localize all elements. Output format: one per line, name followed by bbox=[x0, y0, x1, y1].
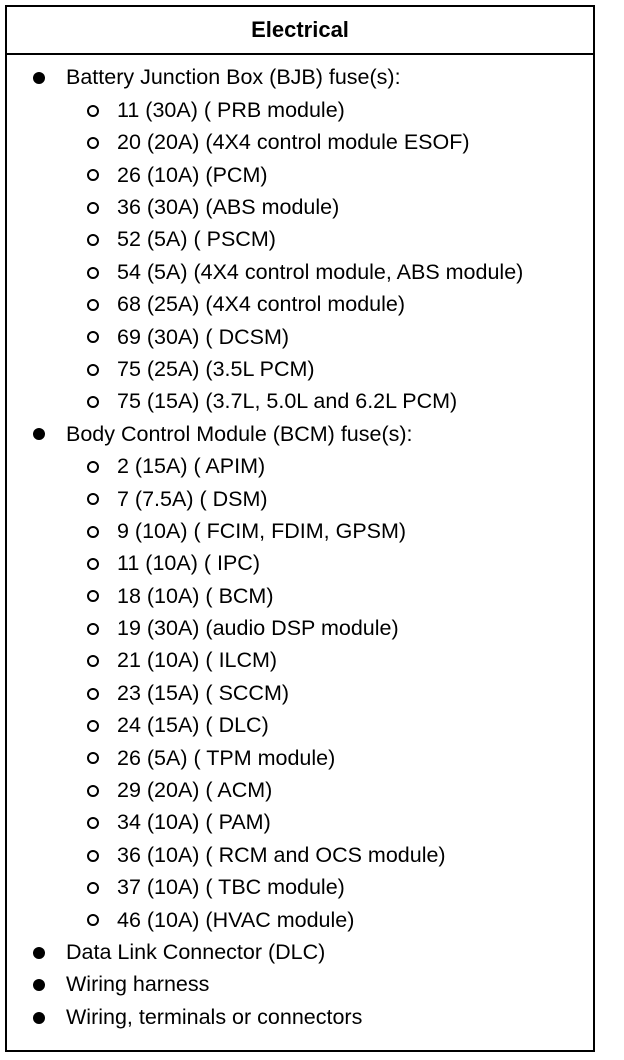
circle-bullet-icon bbox=[87, 558, 99, 570]
sub-list-item-label: 36 (30A) (ABS module) bbox=[117, 195, 340, 219]
circle-bullet-icon bbox=[87, 137, 99, 149]
circle-bullet-icon bbox=[87, 526, 99, 538]
sub-list-item-label: 36 (10A) ( RCM and OCS module) bbox=[117, 842, 446, 867]
circle-bullet-icon bbox=[87, 623, 99, 635]
sub-list-item-label: 75 (25A) (3.5L PCM) bbox=[117, 356, 315, 381]
sub-list-item bbox=[7, 548, 593, 580]
sub-list-item-label: 2 (15A) ( APIM) bbox=[117, 454, 266, 479]
sub-list-item-label: 34 (10A) ( PAM) bbox=[117, 810, 271, 835]
sub-list-item-label: 26 (10A) (PCM) bbox=[117, 162, 268, 187]
sub-list-item bbox=[7, 483, 593, 515]
sub-list-item bbox=[7, 645, 593, 677]
circle-bullet-icon bbox=[87, 493, 99, 505]
circle-bullet-icon bbox=[87, 169, 99, 181]
sub-list-item bbox=[7, 289, 593, 321]
sub-list-item bbox=[7, 321, 593, 353]
sub-list-item-label: 69 (30A) ( DCSM) bbox=[117, 324, 290, 349]
sub-list-item-label: 68 (25A) (4X4 control module) bbox=[117, 292, 406, 317]
circle-bullet-icon bbox=[87, 331, 99, 343]
sub-list-item bbox=[7, 256, 593, 288]
sub-list-item-label: 26 (5A) ( TPM module) bbox=[117, 745, 336, 770]
list-item-label: Data Link Connector (DLC) bbox=[66, 939, 326, 964]
bullet-icon bbox=[33, 1012, 45, 1024]
sub-list-item bbox=[7, 451, 593, 483]
circle-bullet-icon bbox=[87, 202, 99, 214]
sub-list-item bbox=[7, 192, 593, 224]
sub-list-item bbox=[7, 580, 593, 612]
sub-list-item bbox=[7, 159, 593, 191]
circle-bullet-icon bbox=[87, 590, 99, 602]
circle-bullet-icon bbox=[87, 364, 99, 376]
sub-list-item-label: 11 (30A) ( PRB module) bbox=[117, 97, 345, 122]
sub-list-item bbox=[7, 354, 593, 386]
circle-bullet-icon bbox=[87, 914, 99, 926]
table-title: Electrical bbox=[251, 17, 349, 42]
sub-list-item bbox=[7, 775, 593, 807]
sub-list-item-label: 52 (5A) ( PSCM) bbox=[117, 227, 276, 252]
sub-list-item-label: 75 (15A) (3.7L, 5.0L and 6.2L PCM) bbox=[117, 389, 458, 414]
sub-list-item bbox=[7, 677, 593, 709]
circle-bullet-icon bbox=[87, 267, 99, 279]
sub-list-item bbox=[7, 515, 593, 547]
sub-list-item bbox=[7, 386, 593, 418]
sub-list-item bbox=[7, 127, 593, 159]
circle-bullet-icon bbox=[87, 299, 99, 311]
list-item-label: Wiring harness bbox=[66, 972, 210, 997]
sub-list-item bbox=[7, 904, 593, 936]
sub-list-item-label: 23 (15A) ( SCCM) bbox=[117, 680, 290, 705]
circle-bullet-icon bbox=[87, 234, 99, 246]
sub-list-item-label: 21 (10A) ( ILCM) bbox=[117, 648, 278, 673]
list-item-label: Wiring, terminals or connectors bbox=[66, 1004, 363, 1029]
circle-bullet-icon bbox=[87, 785, 99, 797]
bullet-icon bbox=[33, 72, 45, 84]
bullet-icon bbox=[33, 979, 45, 991]
sub-list-item-label: 37 (10A) ( TBC module) bbox=[117, 875, 345, 900]
list-item bbox=[7, 937, 593, 969]
list-item-label: Battery Junction Box (BJB) fuse(s): bbox=[66, 65, 401, 90]
circle-bullet-icon bbox=[87, 105, 99, 117]
list-item bbox=[7, 969, 593, 1001]
sub-list-item-label: 7 (7.5A) ( DSM) bbox=[117, 486, 268, 511]
sub-list-item bbox=[7, 807, 593, 839]
sub-list-item-label: 54 (5A) (4X4 control module, ABS module) bbox=[117, 259, 524, 284]
sub-list-item bbox=[7, 872, 593, 904]
checklist-body bbox=[7, 55, 593, 1034]
circle-bullet-icon bbox=[87, 396, 99, 408]
circle-bullet-icon bbox=[87, 655, 99, 667]
table-header bbox=[7, 7, 593, 55]
sub-list-item bbox=[7, 742, 593, 774]
sub-list-item-label: 19 (30A) (audio DSP module) bbox=[117, 616, 399, 641]
bullet-icon bbox=[33, 947, 45, 959]
list-item bbox=[7, 418, 593, 450]
sub-list-item-label: 9 (10A) ( FCIM, FDIM, GPSM) bbox=[117, 518, 407, 543]
list-item bbox=[7, 62, 593, 94]
electrical-checklist-table bbox=[5, 5, 595, 1052]
bullet-icon bbox=[33, 428, 45, 440]
list-item-label: Body Control Module (BCM) fuse(s): bbox=[66, 421, 413, 446]
sub-list-item-label: 46 (10A) (HVAC module) bbox=[117, 907, 355, 932]
circle-bullet-icon bbox=[87, 461, 99, 473]
circle-bullet-icon bbox=[87, 882, 99, 894]
sub-list-item-label: 20 (20A) (4X4 control module ESOF) bbox=[117, 130, 470, 155]
sub-list-item bbox=[7, 613, 593, 645]
sub-list-item bbox=[7, 710, 593, 742]
sub-list-item bbox=[7, 94, 593, 126]
sub-list-item-label: 18 (10A) ( BCM) bbox=[117, 583, 274, 608]
sub-list-item-label: 29 (20A) ( ACM) bbox=[117, 778, 273, 803]
circle-bullet-icon bbox=[87, 850, 99, 862]
circle-bullet-icon bbox=[87, 817, 99, 829]
sub-list-item bbox=[7, 839, 593, 871]
sub-list-item-label: 24 (15A) ( DLC) bbox=[117, 713, 269, 738]
sub-list-item bbox=[7, 224, 593, 256]
circle-bullet-icon bbox=[87, 720, 99, 732]
sub-list-item-label: 11 (10A) ( IPC) bbox=[117, 551, 260, 576]
circle-bullet-icon bbox=[87, 752, 99, 764]
circle-bullet-icon bbox=[87, 688, 99, 700]
list-item bbox=[7, 1001, 593, 1033]
